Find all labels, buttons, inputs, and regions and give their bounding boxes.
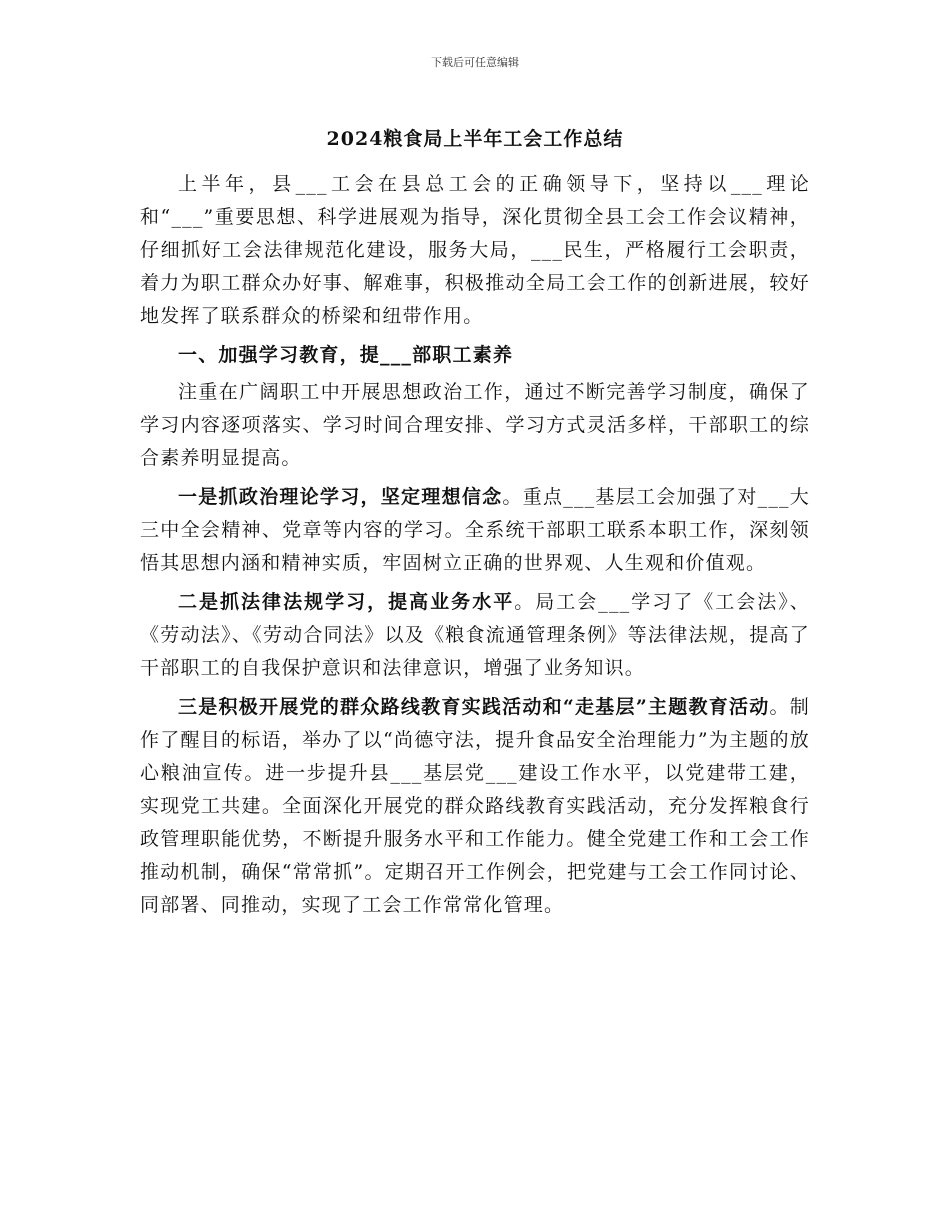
item-text: 。制作了醒目的标语，举办了以“尚德守法，提升食品安全治理能力”为主题的放心粮油宣传。进一步提升县___基层党___建设工作水平，以党建带工建，实现党工共建。全面深化开展党的群众路线教育实践活动，充分发挥粮食行政管理职能优势，不断提升服务水平和工作能力。健全党建工作和工会工作推动机制，确保“常常抓”。定期召开工作例会，把党建与工会工作同讨论、同部署、同推动，实现了工会工作常常化管理。 [140,696,811,916]
item-text: 。重点___基层工会加强了对___大三中全会精神、党章等内容的学习。全系统干部职工联系本职工作，深刻领悟其思想内涵和精神实质，牢固树立正确的世界观、人生观和价值观。 [140,486,811,574]
item-lead: 一是抓政治理论学习，坚定理想信念 [178,486,503,508]
item-lead: 三是积极开展党的群众路线教育实践活动和“走基层”主题教育活动 [178,696,770,718]
document-title: 2024粮食局上半年工会工作总结 [326,128,624,150]
document-body [140,168,810,928]
section-summary-paragraph: 注重在广阔职工中开展思想政治工作，通过不断完善学习制度，确保了学习内容逐项落实、学习时间合理安排、学习方式灵活多样，干部职工的综合素养明显提高。 [140,381,810,469]
page-header-note: 下载后可任意编辑 [431,56,519,69]
section-heading: 一、加强学习教育，提___部职工素养 [178,344,514,366]
item-paragraph-1 [140,481,810,580]
item-text: 。局工会___学习了《工会法》、《劳动法》、《劳动合同法》以及《粮食流通管理条例》等法律法规，提高了干部职工的自我保护意识和法律意识，增强了业务知识。 [140,591,810,679]
intro-paragraph: 上半年，县___工会在县总工会的正确领导下，坚持以___理论和“___”重要思想、科学进展观为指导，深化贯彻全县工会工作会议精神，仔细抓好工会法律规范化建设，服务大局，___民生，严格履行工会职责，着力为职工群众办好事、解难事，积极推动全局工会工作的创新进展，较好地发挥了联系群众的桥梁和纽带作用。 [140,173,810,327]
item-paragraph-3 [140,691,810,922]
item-paragraph-2 [140,586,810,685]
item-lead: 二是抓法律法规学习，提高业务水平 [178,591,515,613]
